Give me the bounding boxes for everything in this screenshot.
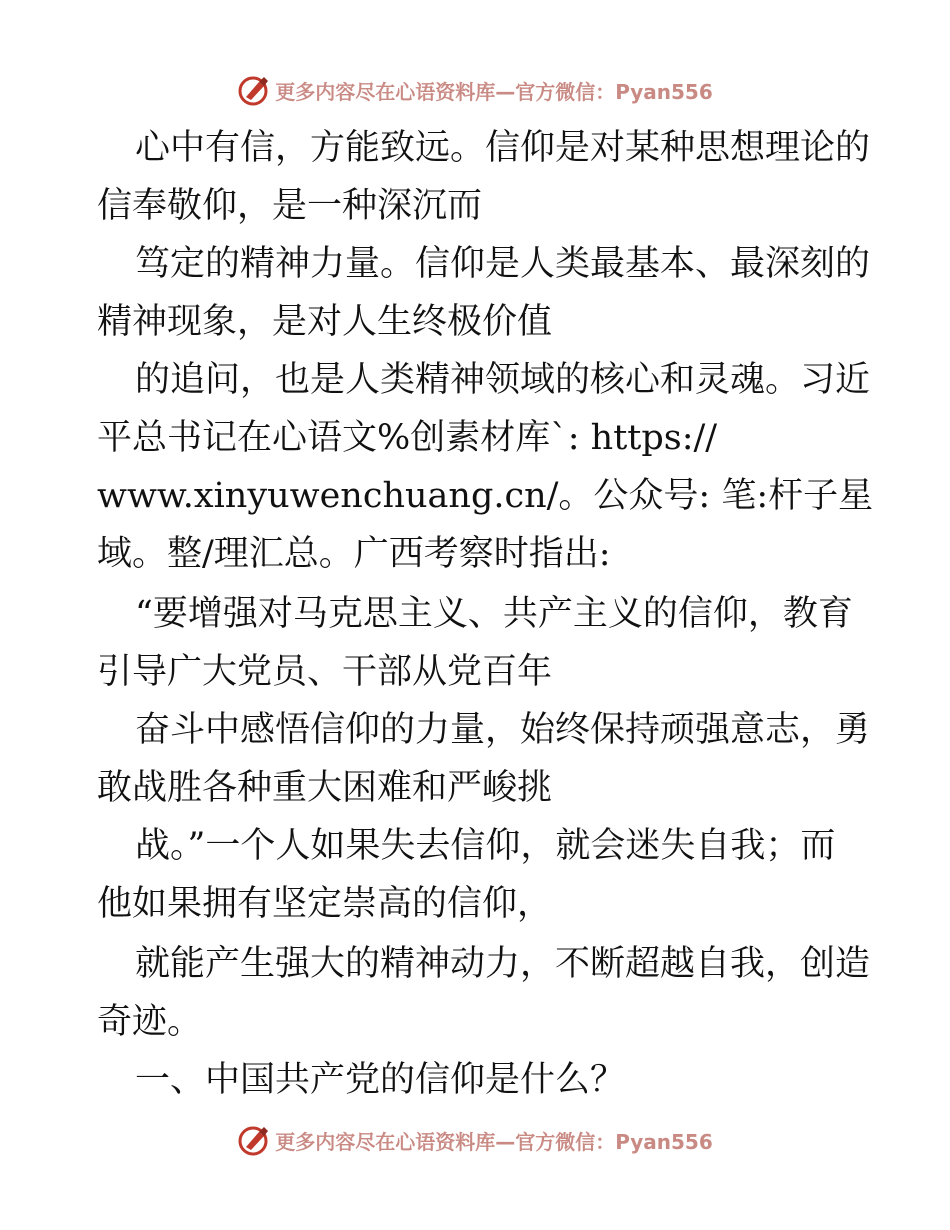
watermark-text: 更多内容尽在心语资料库—官方微信：Pyan556 <box>275 1129 713 1154</box>
paragraph-line: www.xinyuwenchuang.cn/。公众号: 笔:杆子星 <box>97 476 874 516</box>
paragraph-line: 平总书记在心语文%创素材库`: https:// <box>97 418 718 458</box>
paragraph-line: 信奉敬仰，是一种深沉而 <box>97 186 483 226</box>
paragraph-line: 精神现象，是对人生终极价值 <box>97 302 553 342</box>
paragraph-line: 奇迹。 <box>97 1002 203 1042</box>
paragraph-line: 就能产生强大的精神动力，不断超越自我，创造 <box>135 944 871 984</box>
paragraph-line: 域。整/理汇总。广西考察时指出: <box>97 534 611 574</box>
footer-watermark <box>0 1120 950 1160</box>
paragraph-line: 敢战胜各种重大困难和严峻挑 <box>97 768 553 808</box>
paragraph-line: 他如果拥有坚定崇高的信仰， <box>97 884 553 924</box>
section-heading: 一、中国共产党的信仰是什么？ <box>135 1060 626 1100</box>
paragraph-line: 奋斗中感悟信仰的力量，始终保持顽强意志，勇 <box>135 710 871 750</box>
watermark-text: 更多内容尽在心语资料库—官方微信：Pyan556 <box>275 79 713 104</box>
paragraph-line: 战。”一个人如果失去信仰，就会迷失自我；而 <box>135 826 836 866</box>
pen-logo-icon <box>237 1123 271 1157</box>
paragraph-line: “要增强对马克思主义、共产主义的信仰，教育 <box>135 594 853 634</box>
paragraph-line: 的追问，也是人类精神领域的核心和灵魂。习近 <box>135 360 871 400</box>
paragraph-line: 心中有信，方能致远。信仰是对某种思想理论的 <box>135 128 871 168</box>
paragraph-line: 笃定的精神力量。信仰是人类最基本、最深刻的 <box>135 244 871 284</box>
paragraph-line: 引导广大党员、干部从党百年 <box>97 652 553 692</box>
